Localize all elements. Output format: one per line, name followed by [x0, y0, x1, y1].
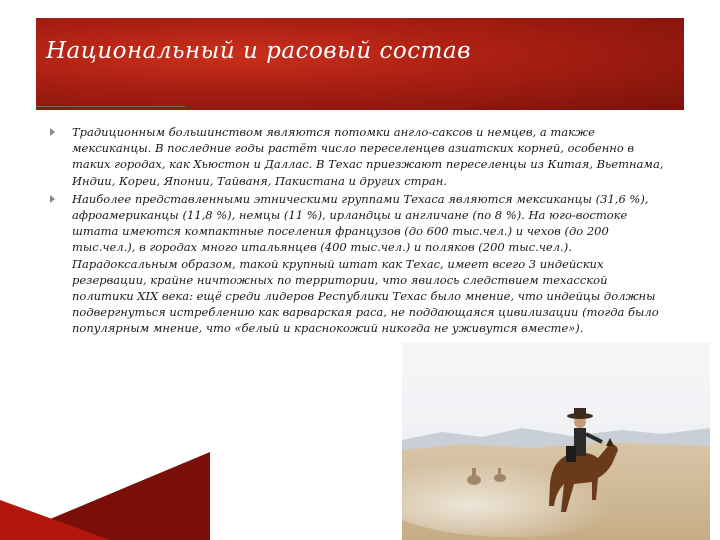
title-underline [36, 106, 185, 107]
cowboy-photo-illustration [402, 342, 710, 540]
bullet-text: Традиционным большинством являются потомки англо-саксов и немцев, а также мексиканцы. В последние годы растёт число переселенцев азиатских корней, особенно в таких городах, как Хьюстон и Даллас. В Техас приезжают переселенцы из Китая, Вьетнама, Индии, Кореи, Японии, Тайваня, Пакистана и других стран. [72, 125, 664, 188]
cowboy-photo [402, 342, 710, 540]
bullet-item [50, 124, 664, 189]
bullet-list [50, 124, 664, 339]
triangle-bullet-icon [50, 128, 55, 136]
bullet-text: Наиболее представленными этническими группами Техаса являются мексиканцы (31,6 %), афроамериканцы (11,8 %), немцы (11 %), ирландцы и англичане (по 8 %). На юго-востоке штата имеются компактные поселения французов (до 600 тыс.чел.) и чехов (до 200 тыс.чел.), в городах много итальянцев (400 тыс.чел.) и поляков (200 тыс.чел.). Парадоксальным образом, такой крупный штат как Техас, имеет всего 3 индейских резервации, крайне ничтожных по территории, что явилось следствием техасской политики XIX века: ещё среди лидеров Республики Техас было мнение, что индейцы должны подвергнуться истреблению как варварская раса, не поддающаяся цивилизации (тогда было популярным мнение, что «белый и краснокожий никогда не уживутся вместе»). [72, 191, 659, 336]
slide-title: Национальный и расовый состав [46, 38, 472, 64]
bullet-item [50, 191, 664, 337]
title-band [36, 18, 684, 110]
corner-decoration-accent [0, 500, 110, 540]
triangle-bullet-icon [50, 195, 55, 203]
